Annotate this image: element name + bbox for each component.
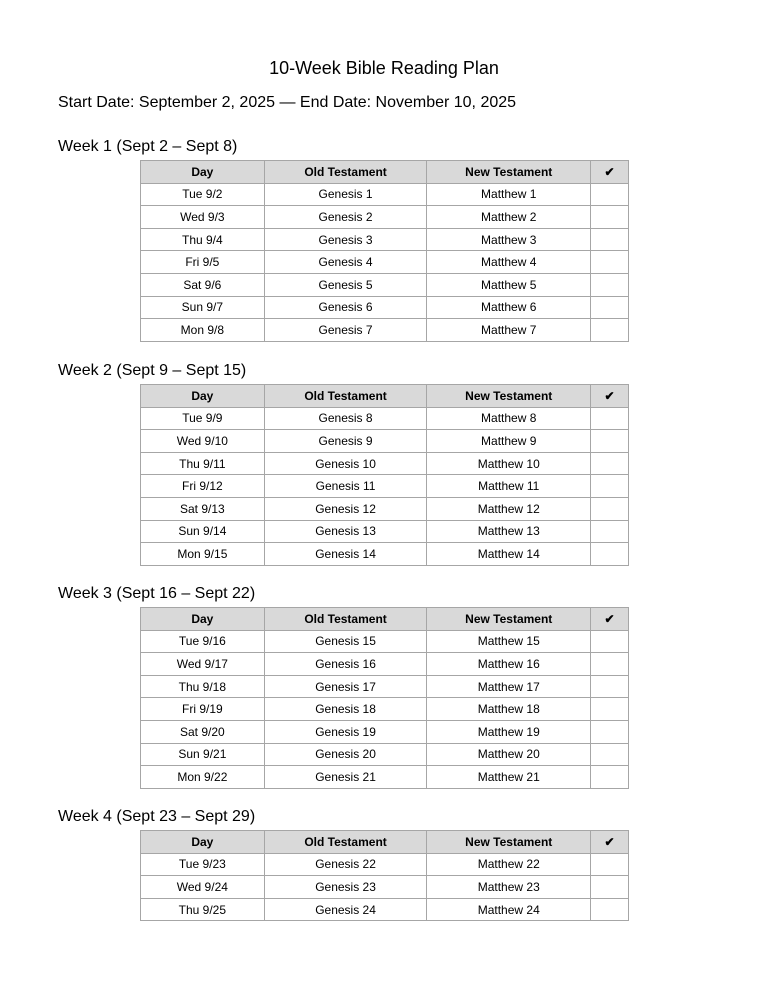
check-cell[interactable]: [591, 898, 629, 921]
header-check: ✔: [591, 608, 629, 631]
cell-day: Mon 9/15: [141, 543, 265, 566]
table-row: [141, 653, 629, 676]
check-cell[interactable]: [591, 543, 629, 566]
cell-day: Fri 9/5: [141, 251, 265, 274]
cell-day: Thu 9/18: [141, 675, 265, 698]
cell-old-testament: Genesis 15: [264, 630, 427, 653]
check-cell[interactable]: [591, 520, 629, 543]
reading-table: [140, 384, 629, 566]
cell-day: Fri 9/19: [141, 698, 265, 721]
cell-day: Sun 9/7: [141, 296, 265, 319]
cell-new-testament: Matthew 5: [427, 273, 591, 296]
cell-day: Tue 9/23: [141, 853, 265, 876]
header-day: Day: [141, 161, 265, 184]
cell-old-testament: Genesis 8: [264, 407, 427, 430]
check-cell[interactable]: [591, 698, 629, 721]
cell-day: Thu 9/4: [141, 228, 265, 251]
cell-new-testament: Matthew 11: [427, 475, 591, 498]
check-cell[interactable]: [591, 206, 629, 229]
header-check: ✔: [591, 161, 629, 184]
cell-new-testament: Matthew 1: [427, 183, 591, 206]
table-row: [141, 475, 629, 498]
cell-day: Mon 9/8: [141, 319, 265, 342]
cell-day: Sat 9/6: [141, 273, 265, 296]
table-row: [141, 452, 629, 475]
cell-new-testament: Matthew 2: [427, 206, 591, 229]
cell-new-testament: Matthew 14: [427, 543, 591, 566]
table-row: [141, 228, 629, 251]
week-heading: Week 2 (Sept 9 – Sept 15): [58, 362, 247, 379]
cell-old-testament: Genesis 23: [264, 876, 427, 899]
cell-new-testament: Matthew 19: [427, 720, 591, 743]
check-cell[interactable]: [591, 251, 629, 274]
cell-old-testament: Genesis 2: [264, 206, 427, 229]
cell-old-testament: Genesis 18: [264, 698, 427, 721]
cell-new-testament: Matthew 20: [427, 743, 591, 766]
table-row: [141, 898, 629, 921]
cell-new-testament: Matthew 4: [427, 251, 591, 274]
cell-old-testament: Genesis 3: [264, 228, 427, 251]
cell-day: Sat 9/20: [141, 720, 265, 743]
check-cell[interactable]: [591, 407, 629, 430]
header-old-testament: Old Testament: [264, 385, 427, 408]
cell-old-testament: Genesis 12: [264, 497, 427, 520]
cell-old-testament: Genesis 4: [264, 251, 427, 274]
check-cell[interactable]: [591, 228, 629, 251]
cell-day: Sun 9/14: [141, 520, 265, 543]
cell-old-testament: Genesis 6: [264, 296, 427, 319]
table-row: [141, 273, 629, 296]
table-row: [141, 853, 629, 876]
cell-day: Mon 9/22: [141, 766, 265, 789]
table-row: [141, 296, 629, 319]
week-heading: Week 1 (Sept 2 – Sept 8): [58, 138, 238, 155]
check-cell[interactable]: [591, 853, 629, 876]
week-heading: Week 3 (Sept 16 – Sept 22): [58, 585, 256, 602]
cell-new-testament: Matthew 10: [427, 452, 591, 475]
header-day: Day: [141, 608, 265, 631]
header-new-testament: New Testament: [427, 385, 591, 408]
page-title: 10-Week Bible Reading Plan: [269, 58, 499, 78]
table-row: [141, 183, 629, 206]
table-header-row: [141, 385, 629, 408]
check-cell[interactable]: [591, 720, 629, 743]
table-row: [141, 206, 629, 229]
check-cell[interactable]: [591, 319, 629, 342]
reading-table: [140, 607, 629, 789]
cell-day: Thu 9/25: [141, 898, 265, 921]
cell-new-testament: Matthew 6: [427, 296, 591, 319]
header-old-testament: Old Testament: [264, 161, 427, 184]
table-row: [141, 743, 629, 766]
header-day: Day: [141, 831, 265, 854]
cell-day: Tue 9/9: [141, 407, 265, 430]
check-cell[interactable]: [591, 876, 629, 899]
table-row: [141, 319, 629, 342]
check-cell[interactable]: [591, 430, 629, 453]
header-check: ✔: [591, 831, 629, 854]
cell-new-testament: Matthew 23: [427, 876, 591, 899]
cell-old-testament: Genesis 11: [264, 475, 427, 498]
table-row: [141, 407, 629, 430]
cell-day: Wed 9/10: [141, 430, 265, 453]
week-heading: Week 4 (Sept 23 – Sept 29): [58, 808, 256, 825]
cell-old-testament: Genesis 5: [264, 273, 427, 296]
table-row: [141, 766, 629, 789]
cell-day: Wed 9/24: [141, 876, 265, 899]
check-cell[interactable]: [591, 296, 629, 319]
cell-old-testament: Genesis 24: [264, 898, 427, 921]
cell-old-testament: Genesis 13: [264, 520, 427, 543]
table-header-row: [141, 161, 629, 184]
cell-old-testament: Genesis 7: [264, 319, 427, 342]
table-row: [141, 251, 629, 274]
table-row: [141, 630, 629, 653]
cell-new-testament: Matthew 8: [427, 407, 591, 430]
header-new-testament: New Testament: [427, 608, 591, 631]
check-cell[interactable]: [591, 273, 629, 296]
check-cell[interactable]: [591, 653, 629, 676]
cell-new-testament: Matthew 21: [427, 766, 591, 789]
table-row: [141, 497, 629, 520]
table-row: [141, 876, 629, 899]
reading-table: [140, 830, 629, 921]
table-row: [141, 720, 629, 743]
header-old-testament: Old Testament: [264, 608, 427, 631]
cell-new-testament: Matthew 22: [427, 853, 591, 876]
check-cell[interactable]: [591, 743, 629, 766]
check-cell[interactable]: [591, 630, 629, 653]
cell-day: Wed 9/3: [141, 206, 265, 229]
cell-old-testament: Genesis 10: [264, 452, 427, 475]
cell-old-testament: Genesis 1: [264, 183, 427, 206]
cell-new-testament: Matthew 24: [427, 898, 591, 921]
table-header-row: [141, 608, 629, 631]
header-check: ✔: [591, 385, 629, 408]
header-old-testament: Old Testament: [264, 831, 427, 854]
cell-day: Fri 9/12: [141, 475, 265, 498]
cell-day: Wed 9/17: [141, 653, 265, 676]
cell-day: Tue 9/16: [141, 630, 265, 653]
cell-old-testament: Genesis 22: [264, 853, 427, 876]
cell-new-testament: Matthew 12: [427, 497, 591, 520]
table-row: [141, 698, 629, 721]
cell-old-testament: Genesis 9: [264, 430, 427, 453]
cell-old-testament: Genesis 21: [264, 766, 427, 789]
cell-old-testament: Genesis 17: [264, 675, 427, 698]
cell-new-testament: Matthew 18: [427, 698, 591, 721]
check-cell[interactable]: [591, 766, 629, 789]
table-row: [141, 675, 629, 698]
check-cell[interactable]: [591, 675, 629, 698]
cell-old-testament: Genesis 19: [264, 720, 427, 743]
table-row: [141, 543, 629, 566]
cell-new-testament: Matthew 9: [427, 430, 591, 453]
check-cell[interactable]: [591, 452, 629, 475]
cell-old-testament: Genesis 16: [264, 653, 427, 676]
header-day: Day: [141, 385, 265, 408]
table-row: [141, 430, 629, 453]
cell-day: Sat 9/13: [141, 497, 265, 520]
table-row: [141, 520, 629, 543]
cell-day: Thu 9/11: [141, 452, 265, 475]
table-header-row: [141, 831, 629, 854]
check-cell[interactable]: [591, 497, 629, 520]
check-cell[interactable]: [591, 183, 629, 206]
cell-new-testament: Matthew 17: [427, 675, 591, 698]
cell-day: Sun 9/21: [141, 743, 265, 766]
check-cell[interactable]: [591, 475, 629, 498]
header-new-testament: New Testament: [427, 161, 591, 184]
cell-old-testament: Genesis 20: [264, 743, 427, 766]
cell-new-testament: Matthew 15: [427, 630, 591, 653]
cell-new-testament: Matthew 7: [427, 319, 591, 342]
cell-new-testament: Matthew 16: [427, 653, 591, 676]
cell-day: Tue 9/2: [141, 183, 265, 206]
header-new-testament: New Testament: [427, 831, 591, 854]
date-range: Start Date: September 2, 2025 — End Date: November 10, 2025: [58, 94, 517, 111]
reading-table: [140, 160, 629, 342]
cell-new-testament: Matthew 3: [427, 228, 591, 251]
cell-new-testament: Matthew 13: [427, 520, 591, 543]
cell-old-testament: Genesis 14: [264, 543, 427, 566]
